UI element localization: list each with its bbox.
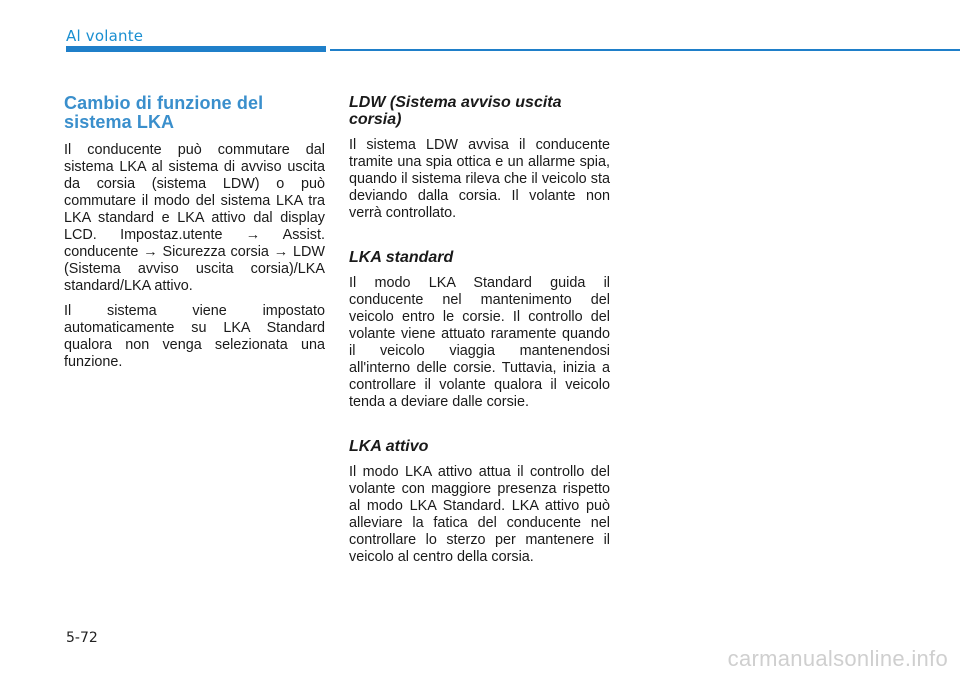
watermark: carmanualsonline.info bbox=[727, 646, 948, 671]
paragraph: Il conducente può commutare dal sistema LKA al sistema di avviso uscita da corsia (sistema LDW) o può commutare il modo del sistema LKA tra LKA standard e LKA attivo dal display LCD. Impostaz.utente → Assist. conducente → Sicurezza corsia → LDW (Sistema avviso uscita corsia)/LKA standard/LKA attivo. bbox=[64, 142, 325, 294]
paragraph-ldw: Il sistema LDW avvisa il conducente tramite una spia ottica e un allarme spia, quando il sistema rileva che il veicolo sta deviando dalla corsia. Il volante non verrà controllato. bbox=[349, 137, 610, 221]
paragraph-lka-attivo: Il modo LKA attivo attua il controllo del volante con maggiore presenza rispetto al modo LKA Standard. LKA attivo può alleviare la fatica del conducente nel controllare lo sterzo per mantenere il veicolo al centro della corsia. bbox=[349, 464, 610, 565]
paragraph-lka-standard: Il modo LKA Standard guida il conducente nel mantenimento del veicolo entro le corsie. Il controllo del volante viene attuato raramente quando il veicolo viaggia mantenendosi all'interno delle corsie. Tuttavia, inizia a controllare il volante qualora il veicolo tenda a deviare dalle corsie. bbox=[349, 275, 610, 410]
subheading-lka-attivo: LKA attivo bbox=[349, 438, 429, 455]
right-column bbox=[349, 94, 610, 574]
page-number: 5-72 bbox=[66, 630, 98, 646]
paragraph: Il sistema viene impostato automaticamente su LKA Standard qualora non venga selezionata una funzione. bbox=[64, 303, 325, 370]
left-column bbox=[64, 94, 325, 379]
section-heading: Cambio di funzione del sistema LKA bbox=[64, 93, 264, 132]
subheading-lka-standard: LKA standard bbox=[349, 249, 454, 266]
subheading-ldw: LDW (Sistema avviso uscita corsia) bbox=[349, 94, 562, 128]
header-rule-thick bbox=[66, 46, 326, 52]
section-label: Al volante bbox=[66, 27, 144, 45]
header-rule-thin bbox=[330, 49, 960, 51]
